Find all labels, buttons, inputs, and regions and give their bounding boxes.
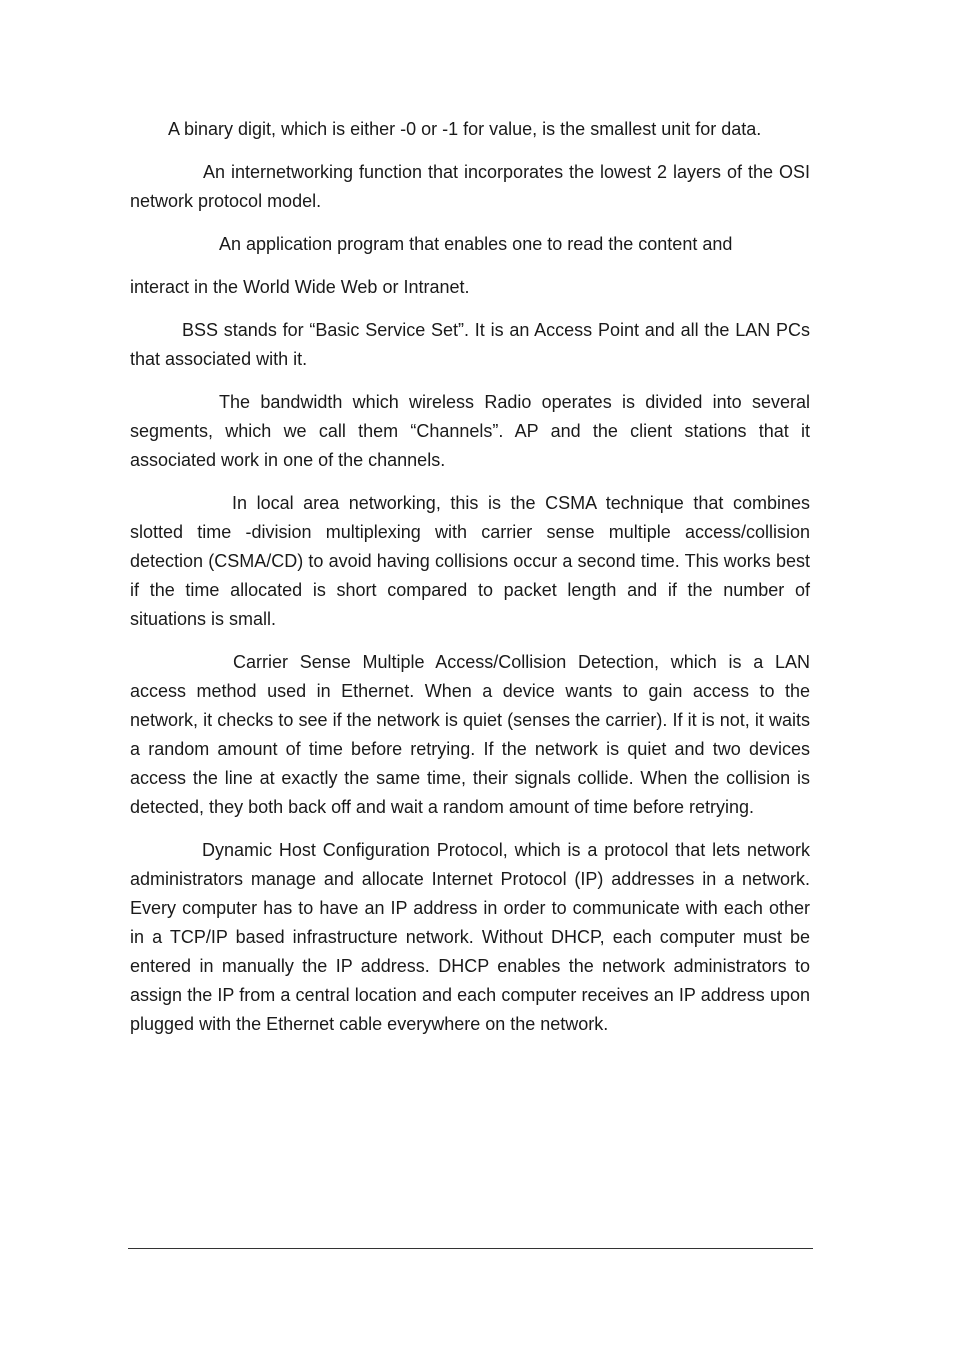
definition-browser-line-1: An application program that enables one to read the content and bbox=[219, 234, 733, 254]
definition-bridge: An internetworking function that incorporates the lowest 2 layers of the OSI network protocol model. bbox=[130, 162, 810, 211]
footer-divider bbox=[128, 1248, 813, 1249]
definition-browser-line-2: interact in the World Wide Web or Intranet. bbox=[130, 277, 470, 297]
definition-channel: The bandwidth which wireless Radio operates is divided into several segments, which we call them “Channels”. AP and the client stations that it associated work in one of the channels. bbox=[130, 392, 810, 470]
definition-dhcp: Dynamic Host Configuration Protocol, which is a protocol that lets network administrators manage and allocate Internet Protocol (IP) addresses in a network. Every computer has to have an IP address in order to communicate with each other in a TCP/IP based infrastructure network. Without DHCP, each computer must be entered in manually the IP address. DHCP enables the network administrators to assign the IP from a central location and each computer receives an IP address upon plugged with the Ethernet cable everywhere on the network. bbox=[130, 840, 826, 1034]
definition-bss: BSS stands for “Basic Service Set”. It is an Access Point and all the LAN PCs that associated with it. bbox=[130, 320, 810, 369]
glossary-body bbox=[130, 115, 826, 1053]
definition-bit: A binary digit, which is either -0 or -1 for value, is the smallest unit for data. bbox=[168, 119, 762, 139]
definition-csma-ca: In local area networking, this is the CSMA technique that combines slotted time -division multiplexing with carrier sense multiple access/collision detection (CSMA/CD) to avoid having collisions occur a second time. This works best if the time allocated is short compared to packet length and if the number of situations is small. bbox=[130, 493, 810, 629]
definition-csma-cd: Carrier Sense Multiple Access/Collision Detection, which is a LAN access method used in Ethernet. When a device wants to gain access to the network, it checks to see if the network is quiet (senses the carrier). If it is not, it waits a random amount of time before retrying. If the network is quiet and two devices access the line at exactly the same time, their signals collide. When the collision is detected, they both back off and wait a random amount of time before retrying. bbox=[130, 652, 810, 817]
